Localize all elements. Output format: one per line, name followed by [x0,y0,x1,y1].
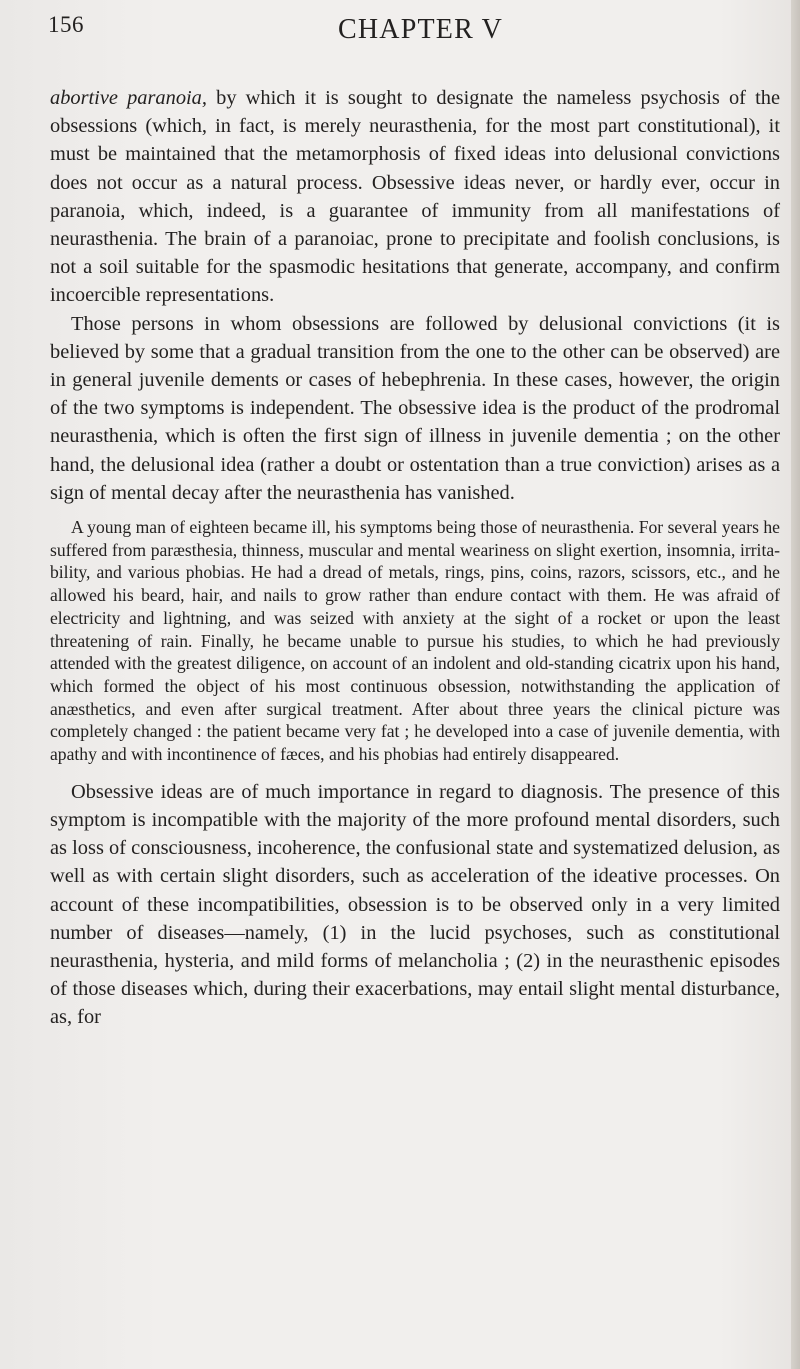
italic-term: abortive paranoia, [50,87,207,109]
page-edge [791,0,800,1369]
page-number: 156 [48,12,84,37]
paragraph-1 [50,84,780,310]
body-text [50,84,780,1032]
paragraph-2: Those persons in whom obsessions are followed by delusional convictions (it is believed by some that a gradual transition from the one to the other can be observed) are in general juvenile dements or cases of hebephrenia. In these cases, however, the origin of the two symptoms is independent. The obsessive idea is the product of the prodromal neurasthenia, which is often the first sign of illness in juvenile dementia ; on the other hand, the delusional idea (rather a doubt or ostentation than a true conviction) arises as a sign of mental decay after the neurasthenia has vanished. [50,312,780,504]
case-study-paragraph: A young man of eighteen became ill, his symptoms being those of neurasthenia. For several years he suffered from paræsthesia, thinness, muscular and mental weariness on slight exertion, insomnia, irritability, and various phobias. He had a dread of metals, rings, pins, coins, razors, scissors, etc., and he allowed his beard, hair, and nails to grow rather than endure contact with them. He was afraid of electricity and lightning, and was seized with anxiety at the sight of a rocket or upon the least threatening of rain. Finally, he became unable to pursue his studies, to which he had previously attended with the greatest diligence, on account of an indolent and old-standing cicatrix upon his hand, which formed the object of his most continuous obsession, notwithstanding the application of anæsthetics, and even after surgical treatment. After about three years the clinical picture was completely changed : the patient became very fat ; he developed into a case of juvenile dementia, with apathy and with incontinence of fæces, and his phobias had entirely disappeared. [50,517,780,765]
paragraph-4: Obsessive ideas are of much importance in regard to diagnosis. The presence of this symptom is incompatible with the majority of the more profound mental disorders, such as loss of consciousness, incoherence, the confusional state and systematized delusion, as well as with certain slight disorders, such as acceleration of the ideative processes. On account of these incompatibilities, obsession is to be observed only in a very limited number of diseases—namely, (1) in the lucid psychoses, such as constitutional neurasthenia, hysteria, and mild forms of melancholia ; (2) in the neurasthenic episodes of those diseases which, during their exacerbations, may entail slight mental disturbance, as, for [50,780,780,1029]
paragraph-1-text: by which it is sought to designate the nameless psychosis of the obsessions (which, in fact, is merely neurasthenia, for the most part constitutional), it must be maintained that the metamorphosis of fixed ideas into delusional convictions does not occur as a natural process. Obsessive ideas never, or hardly ever, occur in paranoia, which, indeed, is a guarantee of immunity from all manifestations of neurasthenia. The brain of a paranoiac, prone to precipitate and foolish conclusions, is not a soil suitable for the spasmodic hesitations that generate, accompany, and confirm incoercible representations. [50,87,781,307]
chapter-title: CHAPTER V [338,14,504,45]
page-header [48,10,778,56]
